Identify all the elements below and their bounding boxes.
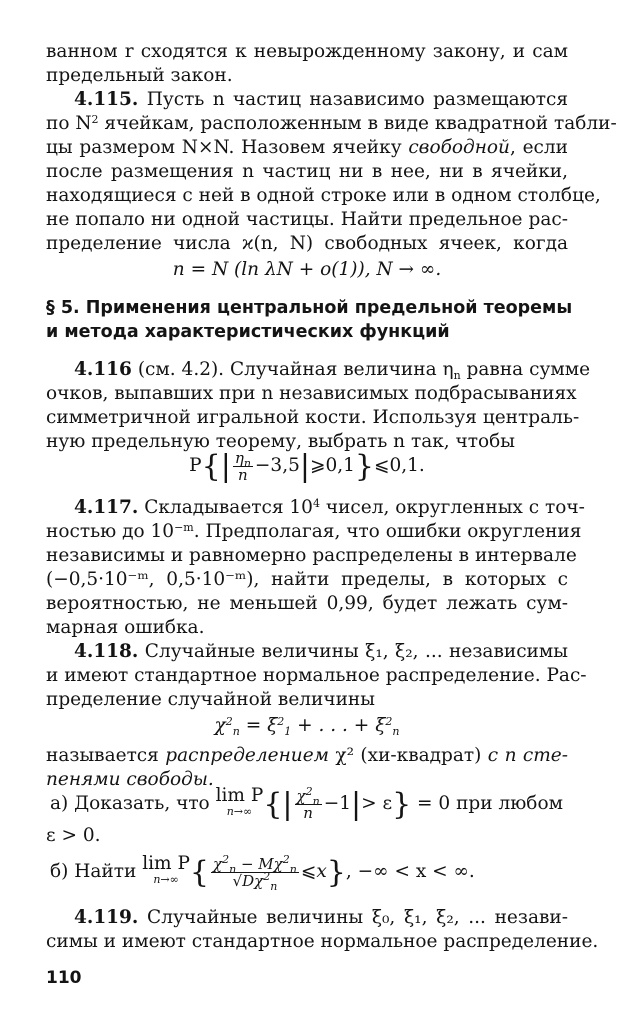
- item-b: б) Найти lim P n→∞ { $\frac{\chi^2_n - M\chi^2_n}{√D\chi^2_n}$ ⩽x}, −∞ < x < ∞.: [50, 852, 475, 893]
- text-line: предельный закон.: [46, 65, 233, 86]
- text-line: называется распределением χ² (хи-квадрат) с n сте-: [46, 745, 568, 766]
- text-line: симметричной игральной кости. Используя централь-: [46, 407, 580, 428]
- problem-4-115: 4.115. Пусть n частиц назависимо размещаются: [74, 89, 568, 110]
- text-line: ностью до $10^{-m}$. Предполагая, что ошибки округления: [46, 521, 582, 542]
- section-heading: и метода характеристических функций: [46, 322, 450, 342]
- text-line: цы размером N×N. Назовем ячейку свободной, если: [46, 137, 568, 158]
- problem-4-119: 4.119. Случайные величины ξ₀, ξ₁, ξ₂, ... незави-: [74, 907, 568, 928]
- problem-number: 4.119.: [74, 907, 139, 928]
- text-line: ε > 0.: [46, 825, 101, 846]
- problem-number: 4.117.: [74, 497, 139, 518]
- problem-4-117: 4.117. Складывается $10^4$ чисел, округленных с точ-: [74, 497, 585, 518]
- formula: n = N (ln λN + o(1)), N → ∞.: [172, 259, 442, 280]
- item-a: а) Доказать, что lim P n→∞ {| $\frac{\chi^2_n}{n}$ −1|> ε} = 0 при любом: [50, 784, 563, 822]
- text-line: и имеют стандартное нормальное распределение. Рас-: [46, 665, 587, 686]
- problem-number: 4.115.: [74, 89, 139, 110]
- problem-number: 4.116: [74, 359, 132, 380]
- section-heading: § 5. Применения центральной предельной теоремы: [46, 298, 573, 318]
- text-line: ную предельную теорему, выбрать n так, чтобы: [46, 431, 516, 452]
- text-line: ванном r сходятся к невырожденному закону, и сам: [46, 41, 568, 62]
- text-line: симы и имеют стандартное нормальное распределение.: [46, 931, 599, 952]
- text-line: по $N^2$ ячейкам, расположенным в виде квадратной табли-: [46, 113, 617, 134]
- text-line: пределение числа ϰ(n, N) свободных ячеек, когда: [46, 233, 568, 254]
- problem-4-118: 4.118. Случайные величины ξ₁, ξ₂, ... независимы: [74, 641, 568, 662]
- formula: $\chi^2_n = \xi^2_1$ + . . . + $\xi^2_n$: [214, 715, 400, 738]
- text-line: независимы и равномерно распределены в интервале: [46, 545, 577, 566]
- page-number: 110: [46, 968, 82, 988]
- text-line: после размещения n частиц ни в нее, ни в ячейки,: [46, 161, 568, 182]
- text-line: не попало ни одной частицы. Найти предельное рас-: [46, 209, 568, 230]
- text-line: марная ошибка.: [46, 617, 205, 638]
- text-line: находящиеся с ней в одной строке или в одном столбце,: [46, 185, 601, 206]
- text-line: пределение случайной величины: [46, 689, 375, 710]
- text-line: пенями свободы.: [46, 769, 214, 790]
- text-line: (−0,5·10⁻ᵐ, 0,5·10⁻ᵐ), найти пределы, в которых с: [46, 569, 568, 590]
- problem-number: 4.118.: [74, 641, 139, 662]
- text-line: очков, выпавших при n независимых подбрасываниях: [46, 383, 577, 404]
- formula: P{| $\frac{\eta_n}{n}$ −3,5|⩾0,1}⩽0,1.: [189, 448, 425, 484]
- problem-4-116: 4.116 (см. 4.2). Случайная величина $\eta_n$ равна сумме: [74, 359, 591, 382]
- text-line: вероятностью, не меньшей 0,99, будет лежать сум-: [46, 593, 568, 614]
